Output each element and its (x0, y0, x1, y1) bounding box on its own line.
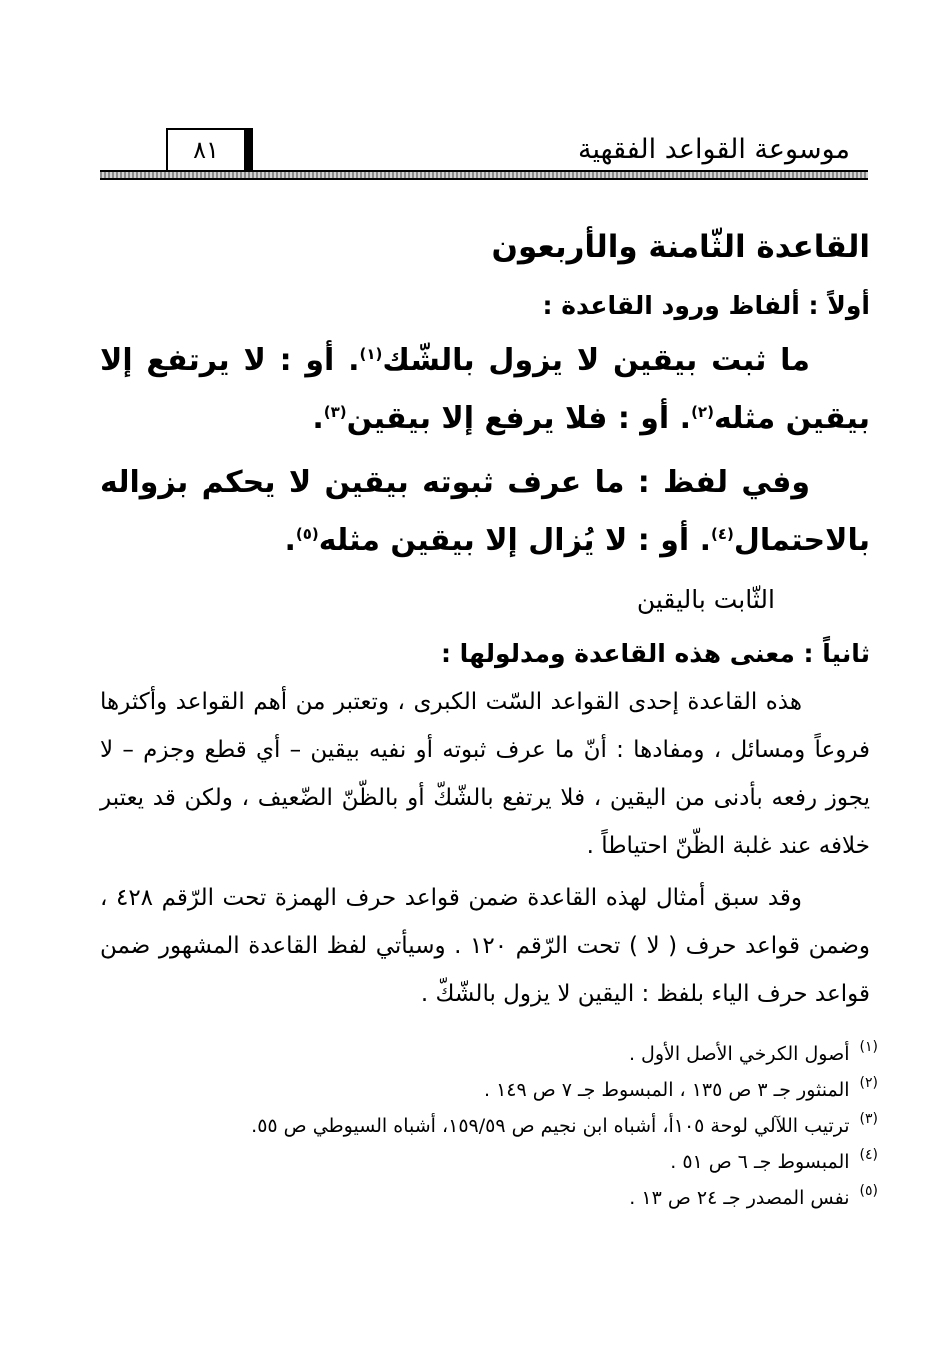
wording-paragraph-2 (100, 454, 870, 570)
footnote-ref-4: (٤) (710, 525, 734, 543)
wording-paragraph-1 (100, 332, 870, 448)
footnote-ref-2: (٢) (691, 403, 714, 421)
subtitle-line: الثّابت باليقين (636, 585, 775, 614)
page-number: ٨١ (166, 128, 246, 170)
wording-text: وفي لفظ : ما عرف ثبوته بيقين لا يحكم بزواله بالاحتمال (100, 465, 870, 558)
wording-text: . أو : لا يرتفع إلا بيقين مثله (100, 343, 870, 436)
footnote-text: نفس المصدر جـ ٢٤ ص ١٣ . (629, 1187, 850, 1209)
footnotes (100, 1036, 878, 1216)
running-title: موسوعة القواعد الفقهية (578, 134, 850, 165)
footnote-1 (100, 1036, 878, 1072)
main-text (100, 222, 870, 1018)
wording-text: . (312, 401, 324, 436)
footnote-2 (100, 1072, 878, 1108)
footnote-text: المنثور جـ ٣ ص ١٣٥ ، المبسوط جـ ٧ ص ١٤٩ . (483, 1079, 850, 1101)
header-rule (100, 170, 868, 180)
footnote-mark: (٥) (859, 1183, 878, 1199)
section-heading-wording: أولاً : ألفاظ ورود القاعدة : (542, 291, 870, 320)
section-heading-meaning: ثانياً : معنى هذه القاعدة ومدلولها : (440, 639, 870, 668)
footnote-4 (100, 1144, 878, 1180)
footnote-ref-5: (٥) (295, 525, 319, 543)
footnote-3 (100, 1108, 878, 1144)
rule-title: القاعدة الثّامنة والأربعون (491, 229, 870, 265)
footnote-mark: (١) (859, 1039, 878, 1055)
footnote-text: أصول الكرخي الأصل الأول . (628, 1043, 850, 1065)
meaning-paragraph-2: وقد سبق أمثال لهذه القاعدة ضمن قواعد حرف الهمزة تحت الرّقم ٤٢٨ ، وضمن قواعد حرف ( لا ) تحت الرّقم ١٢٠ . وسيأتي لفظ القاعدة المشهور ضمن قواعد حرف الياء بلفظ : اليقين لا يزول بالشّكّ . (100, 885, 871, 1007)
footnote-ref-1: (١) (359, 345, 383, 363)
wording-text: . أو : لا يُزال إلا بيقين مثله (318, 523, 711, 558)
footnote-mark: (٣) (859, 1111, 878, 1127)
footnote-text: المبسوط جـ ٦ ص ٥١ . (670, 1151, 850, 1173)
wording-text: ما ثبت بيقين لا يزول بالشّك (382, 343, 810, 378)
footnote-5 (100, 1180, 878, 1216)
wording-text: . (284, 523, 296, 558)
wording-text: . أو : فلا يرفع إلا بيقين (346, 401, 692, 436)
meaning-paragraph-1: هذه القاعدة إحدى القواعد السّت الكبرى ، وتعتبر من أهم القواعد وأكثرها فروعاً ومسائل ، ومفادها : أنّ ما عرف ثبوته أو نفيه بيقين – أي قطع وجزم – لا يجوز رفعه بأدنى من اليقين ، فلا يرتفع بالشّكّ أو بالظّنّ الضّعيف ، ولكن قد يعتبر خلافه عند غلبة الظّنّ احتياطاً . (100, 689, 870, 859)
footnote-mark: (٤) (859, 1147, 878, 1163)
page-header (100, 128, 868, 182)
footnote-mark: (٢) (859, 1075, 878, 1091)
footnote-text: ترتيب اللآلي لوحة ١٠٥أ، أشباه ابن نجيم ص ١٥٩/٥٩، أشباه السيوطي ص ٥٥. (251, 1115, 850, 1137)
footnote-ref-3: (٣) (323, 403, 347, 421)
